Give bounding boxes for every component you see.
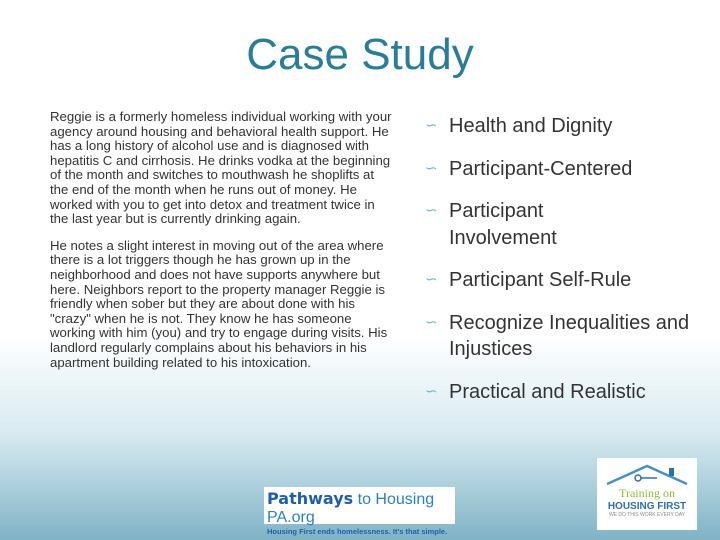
paragraph: Reggie is a formerly homeless individual working with your agency around housing and behavioral health support. He has a long history of alcohol use and is diagnosed with hepatitis C and cirrhosis. He drinks vodka at the beginning of the month and switches to mouthwash he shoplifts at the end of the month when he runs out of money. He worked with you to get into detox and treatment twice in the last year but is currently drinking again. <box>50 109 392 227</box>
logo-line1: Training on <box>619 486 675 500</box>
logo-name: Pathways <box>267 489 354 508</box>
bullet-text: Participant Involvement <box>449 200 557 249</box>
list-item <box>425 198 705 251</box>
pathways-logo <box>264 487 455 536</box>
logo-line2: HOUSING FIRST <box>607 501 687 512</box>
paragraph: He notes a slight interest in moving out of the area where there is a lot triggers though he has grown up in the neighborhood and does not have supports anywhere but here. Neighbors report to the property manager Reggie is friendly when sober but they are about done with his "crazy" when he is not. They know he has someone working with him (you) and try to engage during visits. His landlord regularly complains about his behaviors in his apartment building related to his intoxication. <box>50 237 388 370</box>
bullet-icon: ∽ <box>425 271 438 288</box>
list-item <box>425 310 705 363</box>
bullet-text: Participant Self-Rule <box>449 269 632 291</box>
bullet-text: Recognize Inequalities and Injustices <box>449 311 690 360</box>
logo-line3: WE DO THIS WORK EVERY DAY <box>608 512 686 518</box>
logo-tagline: Housing First ends homelessness. It's that simple. <box>267 527 448 536</box>
list-item <box>425 267 705 294</box>
bullet-text: Health and Dignity <box>449 115 613 137</box>
house-key-icon <box>605 462 689 486</box>
bullet-icon: ∽ <box>425 202 438 219</box>
bullet-text: Practical and Realistic <box>449 380 646 403</box>
training-logo <box>597 458 697 530</box>
bullet-icon: ∽ <box>425 313 438 331</box>
case-description <box>50 110 395 382</box>
list-item <box>425 113 705 140</box>
bullet-icon: ∽ <box>425 159 438 177</box>
logo-suffix: to Housing PA.org <box>267 491 435 526</box>
bullet-icon: ∽ <box>425 117 438 134</box>
bullet-text: Participant-Centered <box>449 157 633 180</box>
bullet-icon: ∽ <box>425 382 438 400</box>
slide-title: Case Study <box>246 30 474 79</box>
principles-list <box>425 113 705 421</box>
list-item <box>425 156 705 183</box>
list-item <box>425 379 705 406</box>
